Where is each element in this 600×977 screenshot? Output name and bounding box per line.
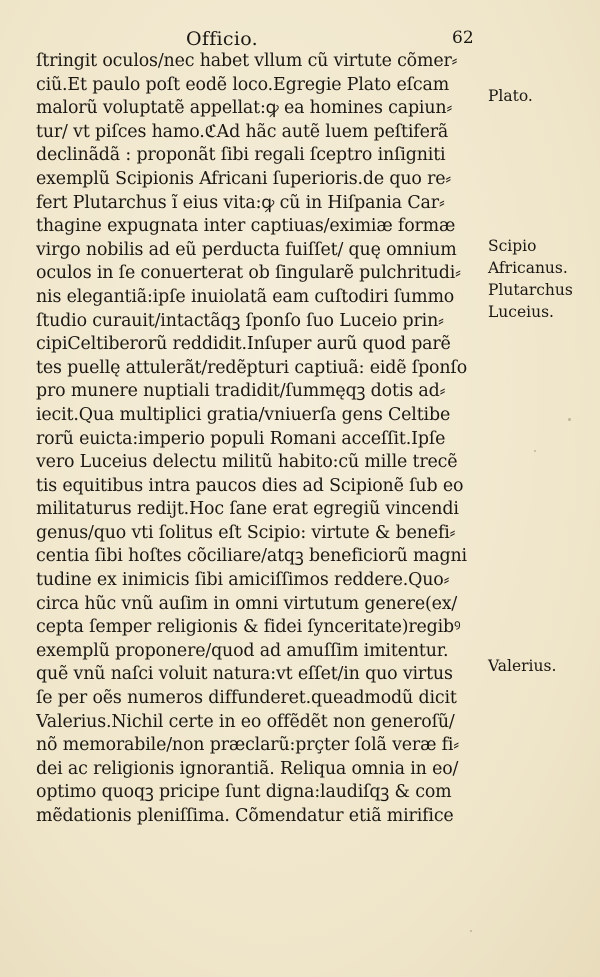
main-text-block [36,50,488,829]
text-line: pro munere nuptiali tradidit/ſummęqꝫ dotis ad⸗ [36,381,446,402]
text-line: exemplũ proponere/quod ad amuſſim imitentur. [36,640,449,661]
text-line: malorũ voluptatẽ appellat:ꝙ ea homines capiun⸗ [36,98,453,119]
margin-note-luceius: Luceius. [488,303,554,321]
text-line: circa hũc vnũ auſim in omni virtutum genere(ex/ [36,593,458,614]
text-line: tes puellę attulerãt/redẽpturi captiuã: eidẽ ſponſo [36,357,468,378]
text-line: nis elegantiã:ipſe inuiolatã eam cuſtodiri ſummo [36,286,455,307]
text-line: cepta ſemper religionis & fidei ſynceritate)regibꝰ [36,617,461,638]
text-line: ſtudio curauit/intactãqꝫ ſponſo ſuo Luceio prin⸗ [36,310,444,331]
text-line: dei ac religionis ignorantiã. Reliqua omnia in eo/ [36,758,459,779]
text-line: optimo quoqꝫ pricipe ſunt digna:laudiſqꝫ & com [36,782,452,803]
text-line: nõ memorabile/non præclarũ:prçter ſolã veræ fi⸗ [36,735,459,756]
margin-note-africanus: Africanus. [488,259,568,277]
text-line: tudine ex inimicis ſibi amiciſſimos reddere.Quo⸗ [36,570,450,591]
text-line: Valerius.Nichil certe in eo offẽdẽt non generoſũ/ [36,711,455,732]
text-line: virgo nobilis ad eũ perducta fuiſſet/ quę omnium [36,239,457,260]
text-line: genus/quo vti ſolitus eſt Scipio: virtute & benefi⸗ [36,522,456,543]
text-line: tis equitibus intra paucos dies ad Scipionẽ ſub eo [36,475,464,496]
text-line: tur/ vt piſces hamo.ℭAd hãc autẽ luem peſtiferã [36,121,449,142]
margin-note-plutarchus: Plutarchus [488,281,573,299]
text-line: mẽdationis pleniſſima. Cõmendatur etiã mirifice [36,806,454,826]
text-line: cipiCeltiberorũ reddidit.Inſuper aurũ quod parẽ [36,334,451,355]
text-line: ſe per oẽs numeros diffunderet.queadmodũ dicit [36,688,457,709]
paper-speck [534,450,536,452]
text-line: exemplũ Scipionis Africani ſuperioris.de quo re⸗ [36,168,452,189]
text-line: militaturus redijt.Hoc ſane erat egregiũ vincendi [36,499,459,520]
text-line: declinãdã : proponãt ſibi regali ſceptro inſigniti [36,145,446,166]
margin-note-plato: Plato. [488,87,533,105]
text-line: iecit.Qua multiplici gratia/vniuerſa gens Celtibe [36,404,451,425]
text-line: rorũ euicta:imperio populi Romani acceſſit.Ipſe [36,428,446,449]
text-line: centia ſibi hoſtes cõciliare/atqꝫ beneficiorũ magni [36,546,467,567]
text-line: ſtringit oculos/nec habet vllum cũ virtute cõmer⸗ [36,51,458,71]
paper-speck [470,930,472,932]
page-number: 62 [452,28,474,48]
text-line: quẽ vnũ naſci voluit natura:vt eſſet/in quo virtus [36,664,453,685]
margin-note-valerius: Valerius. [488,657,557,675]
text-line: ciũ.Et paulo poſt eodẽ loco.Egregie Plato eſcam [36,74,450,95]
running-title: Officio. [186,28,258,50]
text-line: vero Luceius delectu militũ habito:cũ mille trecẽ [36,452,458,473]
text-line: fert Plutarchus ĩ eius vita:ꝙ cũ in Hiſpania Car⸗ [36,192,445,213]
text-line: oculos in ſe conuerterat ob ſingularẽ pulchritudi⸗ [36,263,461,284]
margin-note-scipio: Scipio [488,237,537,255]
paper-speck [568,418,571,421]
text-line: thagine expugnata inter captiuas/eximiæ formæ [36,216,456,237]
